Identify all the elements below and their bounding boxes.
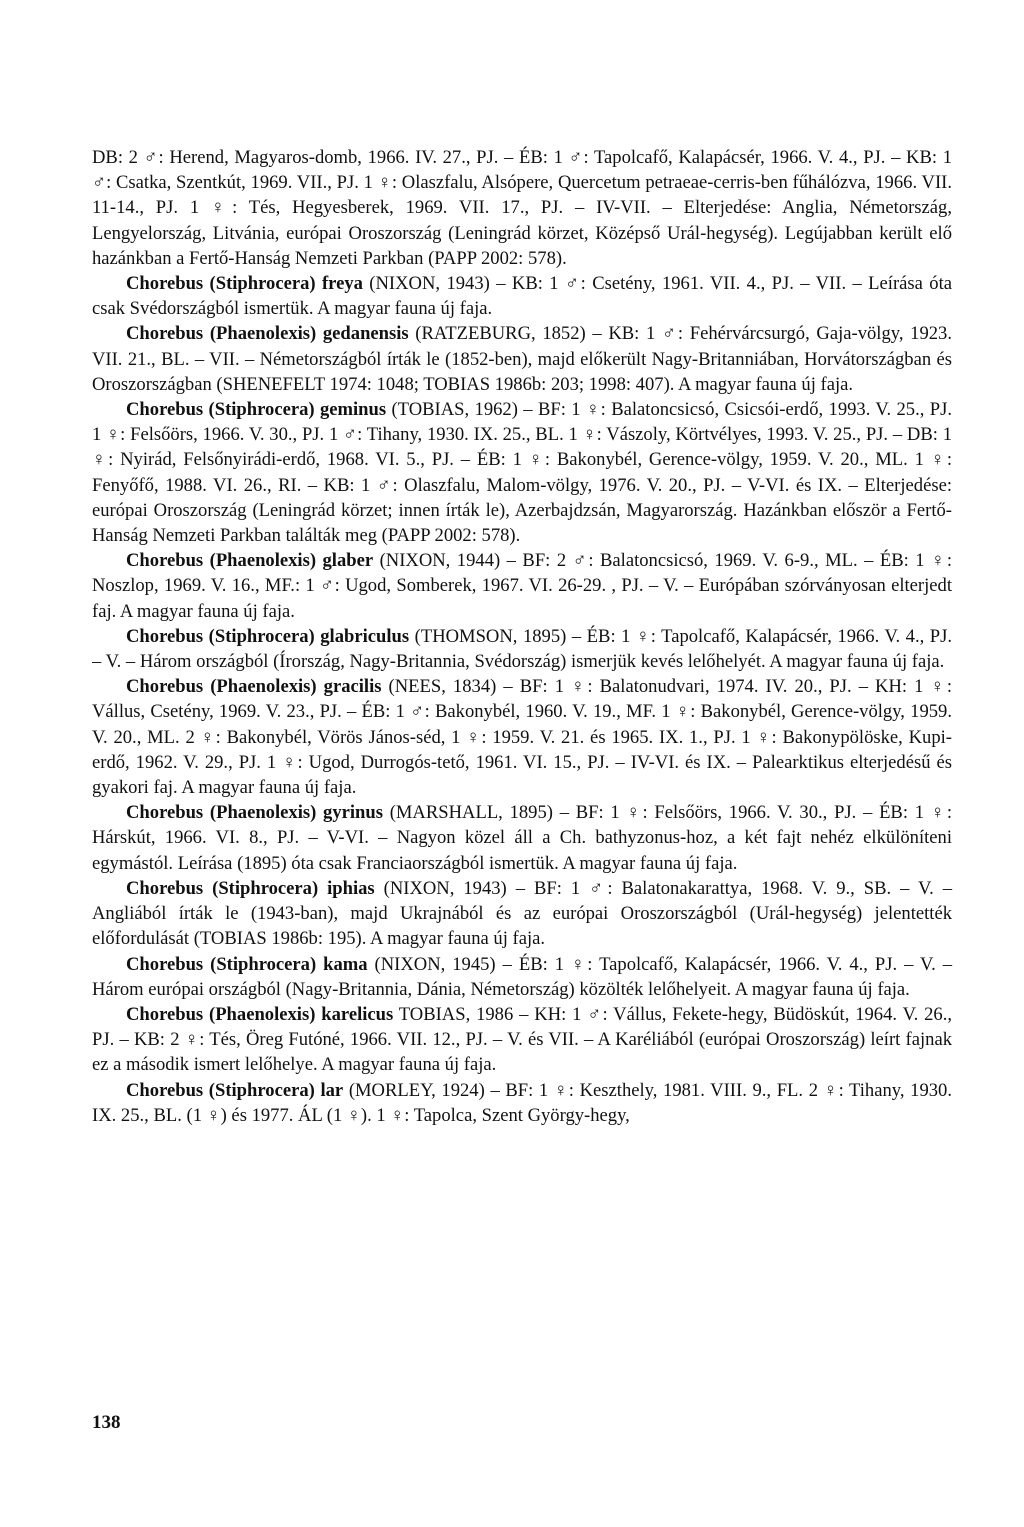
species-name: Chorebus (Phaenolexis) gedanensis xyxy=(126,323,409,345)
paragraph-text: DB: 2 ♂: Herend, Magyaros-domb, 1966. IV. 27., PJ. – ÉB: 1 ♂: Tapolcafő, Kalapácsér, 1966. V. 4., PJ. – KB: 1 ♂: Csatka, Szentkút, 1969. VII., PJ. 1 ♀: Olaszfalu, Alsópere, Quercetum petraeae-cerris-ben fűhálózva, 1966. VII. 11-14., PJ. 1 ♀: Tés, Hegyesberek, 1969. VII. 17., PJ. – IV-VII. – Elterjedése: Anglia, Németország, Lengyelország, Litvánia, európai Oroszország (Leningrád körzet, Középső Urál-hegység). Legújabban került elő hazánkban a Fertő-Hanság Nemzeti Parkban (PAPP 2002: 578). xyxy=(92,147,952,269)
page-number: 138 xyxy=(92,1412,121,1433)
paragraph-text: (NIXON, 1944) – BF: 2 ♂: Balatoncsicsó, 1969. V. 6-9., ML. – ÉB: 1 ♀: Noszlop, 1969. V. 16., MF.: 1 ♂: Ugod, Somberek, 1967. VI. 26-29. , PJ. – V. – Európában szórványosan elterjedt faj. A magyar fauna új faja. xyxy=(92,550,952,622)
paragraph-text: (NEES, 1834) – BF: 1 ♀: Balatonudvari, 1974. IV. 20., PJ. – KH: 1 ♀: Vállus, Csetény, 1969. V. 23., PJ. – ÉB: 1 ♂: Bakonybél, 1960. V. 19., MF. 1 ♀: Bakonybél, Gerence-völgy, 1959. V. 20., ML. 2 ♀: Bakonybél, Vörös János-séd, 1 ♀: 1959. V. 21. és 1965. IX. 1., PJ. 1 ♀: Bakonypölöske, Kupi-erdő, 1962. V. 29., PJ. 1 ♀: Ugod, Durrogós-tető, 1961. VI. 15., PJ. – IV-VI. és IX. – Palearktikus elterjedésű és gyakori faj. A magyar fauna új faja. xyxy=(92,676,953,799)
paragraph-10 xyxy=(92,1002,952,1078)
paragraph-0 xyxy=(92,145,952,271)
species-name: Chorebus (Phaenolexis) karelicus xyxy=(126,1003,394,1025)
species-name: Chorebus (Phaenolexis) gracilis xyxy=(126,676,382,698)
paragraph-1 xyxy=(92,271,952,321)
paragraph-text: (NIXON, 1943) – KB: 1 ♂: Csetény, 1961. VII. 4., PJ. – VII. – Leírása óta csak Svédországból ismertük. A magyar fauna új faja. xyxy=(92,273,952,320)
paragraph-text: (MARSHALL, 1895) – BF: 1 ♀: Felsőörs, 1966. V. 30., PJ. – ÉB: 1 ♀: Hárskút, 1966. VI. 8., PJ. – V-VI. – Nagyon közel áll a Ch. bathyzonus-hoz, a két fajt nehéz elkülöníteni egymástól. Leírása (1895) óta csak Franciaországból ismertük. A magyar fauna új faja. xyxy=(92,802,952,874)
species-name: Chorebus (Phaenolexis) glaber xyxy=(126,550,374,572)
paragraph-text: (TOBIAS, 1962) – BF: 1 ♀: Balatoncsicsó, Csicsói-erdő, 1993. V. 25., PJ. 1 ♀: Felsőörs, 1966. V. 30., PJ. 1 ♂: Tihany, 1930. IX. 25., BL. 1 ♀: Vászoly, Körtvélyes, 1993. V. 25., PJ. – DB: 1 ♀: Nyirád, Felsőnyirádi-erdő, 1968. VI. 5., PJ. – ÉB: 1 ♀: Bakonybél, Gerence-völgy, 1959. V. 20., ML. 1 ♀: Fenyőfő, 1988. VI. 26., RI. – KB: 1 ♂: Olaszfalu, Malom-völgy, 1976. V. 20., PJ. – V-VI. és IX. – Elterjedése: európai Oroszország (Leningrád körzet; innen írták le), Azerbajdzsán, Magyarország. Hazánkban először a Fertő-Hanság Nemzeti Parkban találták meg (PAPP 2002: 578). xyxy=(92,399,952,547)
species-name: Chorebus (Stiphrocera) iphias xyxy=(126,877,375,899)
paragraph-6 xyxy=(92,674,952,800)
species-name: Chorebus (Stiphrocera) lar xyxy=(126,1079,344,1101)
paragraph-3 xyxy=(92,397,952,548)
paragraph-9 xyxy=(92,952,952,1002)
species-name: Chorebus (Stiphrocera) geminus xyxy=(126,399,387,421)
species-name: Chorebus (Stiphrocera) glabriculus xyxy=(126,625,410,647)
paragraph-text: (RATZEBURG, 1852) – KB: 1 ♂: Fehérvárcsurgó, Gaja-völgy, 1923. VII. 21., BL. – VII. – Németországból írták le (1852-ben), majd előkerült Nagy-Britanniában, Horvátországban és Oroszországban (SHENEFELT 1974: 1048; TOBIAS 1986b: 203; 1998: 407). A magyar fauna új faja. xyxy=(92,323,952,395)
paragraph-7 xyxy=(92,800,952,876)
paragraph-11 xyxy=(92,1078,952,1128)
species-name: Chorebus (Phaenolexis) gyrinus xyxy=(126,802,383,824)
paragraph-text: (NIXON, 1945) – ÉB: 1 ♀: Tapolcafő, Kalapácsér, 1966. V. 4., PJ. – V. – Három európai országból (Nagy-Britannia, Dánia, Németország) közölték lelőhelyeit. A magyar fauna új faja. xyxy=(92,953,952,1000)
paragraph-text: (THOMSON, 1895) – ÉB: 1 ♀: Tapolcafő, Kalapácsér, 1966. V. 4., PJ. – V. – Három országból (Írország, Nagy-Britannia, Svédország) ismerjük kevés lelőhelyét. A magyar fauna új faja. xyxy=(92,625,953,673)
paragraph-2 xyxy=(92,321,952,397)
paragraph-8 xyxy=(92,876,952,952)
paragraph-text: (MORLEY, 1924) – BF: 1 ♀: Keszthely, 1981. VIII. 9., FL. 2 ♀: Tihany, 1930. IX. 25., BL. (1 ♀) és 1977. ÁL (1 ♀). 1 ♀: Tapolca, Szent György-hegy, xyxy=(92,1079,952,1126)
body-text xyxy=(92,145,952,1128)
paragraph-text: TOBIAS, 1986 – KH: 1 ♂: Vállus, Fekete-hegy, Büdöskút, 1964. V. 26., PJ. – KB: 2 ♀: Tés, Öreg Futóné, 1966. VII. 12., PJ. – V. és VII. – A Karéliából (európai Oroszország) leírt fajnak ez a második ismert lelőhelye. A magyar fauna új faja. xyxy=(92,1003,952,1076)
species-name: Chorebus (Stiphrocera) kama xyxy=(126,953,368,975)
paragraph-text: (NIXON, 1943) – BF: 1 ♂: Balatonakarattya, 1968. V. 9., SB. – V. – Angliából írták le (1943-ban), majd Ukrajnából és az európai Oroszországból (Urál-hegység) jelentették előfordulását (TOBIAS 1986b: 195). A magyar fauna új faja. xyxy=(92,877,952,950)
species-name: Chorebus (Stiphrocera) freya xyxy=(126,273,363,295)
paragraph-4 xyxy=(92,548,952,624)
paragraph-5 xyxy=(92,624,952,674)
